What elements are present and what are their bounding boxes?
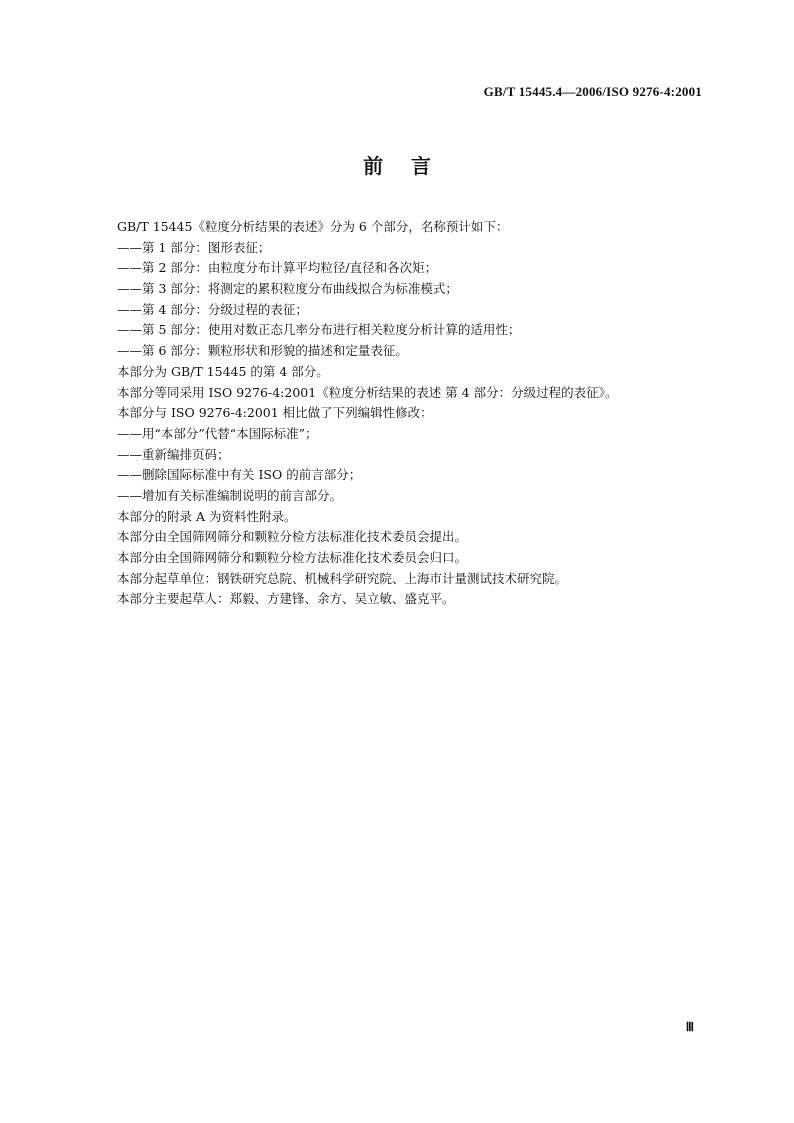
list-item: ——第 1 部分：图形表征； bbox=[117, 239, 271, 255]
list-item: ——增加有关标准编制说明的前言部分。 bbox=[117, 487, 343, 503]
paragraph-line: 本部分主要起草人：郑毅、方建锋、余方、吴立敏、盛克平。 bbox=[117, 591, 455, 607]
paragraph-line: 本部分等同采用 ISO 9276-4:2001《粒度分析结果的表述 第 4 部分：分级过程的表征》。 bbox=[117, 384, 618, 400]
standard-code-header: GB/T 15445.4—2006/ISO 9276-4:2001 bbox=[483, 84, 702, 99]
list-item: ——第 5 部分：使用对数正态几率分布进行相关粒度分析计算的适用性； bbox=[117, 322, 521, 338]
list-item: ——第 4 部分：分级过程的表征； bbox=[117, 301, 308, 317]
paragraph-line: 本部分为 GB/T 15445 的第 4 部分。 bbox=[117, 363, 329, 379]
paragraph-line: 本部分的附录 A 为资料性附录。 bbox=[117, 508, 297, 524]
list-item: ——第 6 部分：颗粒形状和形貌的描述和定量表征。 bbox=[117, 343, 408, 359]
paragraph-line: 本部分由全国筛网筛分和颗粒分检方法标准化技术委员会提出。 bbox=[117, 529, 468, 545]
paragraph-line: 本部分与 ISO 9276-4:2001 相比做了下列编辑性修改： bbox=[117, 405, 433, 421]
list-item: ——第 3 部分：将测定的累积粒度分布曲线拟合为标准模式； bbox=[117, 281, 458, 297]
foreword-body bbox=[117, 217, 697, 610]
list-item: ——第 2 部分：由粒度分布计算平均粒径/直径和各次矩； bbox=[117, 260, 438, 276]
paragraph-line: GB/T 15445《粒度分析结果的表述》分为 6 个部分，名称预计如下： bbox=[117, 219, 509, 234]
page-title: 前 言 bbox=[363, 154, 431, 178]
paragraph-line: 本部分由全国筛网筛分和颗粒分检方法标准化技术委员会归口。 bbox=[117, 550, 468, 565]
paragraph-line: 本部分起草单位：钢铁研究总院、机械科学研究院、上海市计量测试技术研究院。 bbox=[117, 570, 568, 586]
page-number: Ⅲ bbox=[685, 1020, 694, 1034]
list-item: ——删除国际标准中有关 ISO 的前言部分； bbox=[117, 467, 362, 483]
list-item: ——用“本部分”代替“本国际标准”； bbox=[117, 425, 318, 441]
list-item: ——重新编排页码； bbox=[117, 446, 230, 462]
